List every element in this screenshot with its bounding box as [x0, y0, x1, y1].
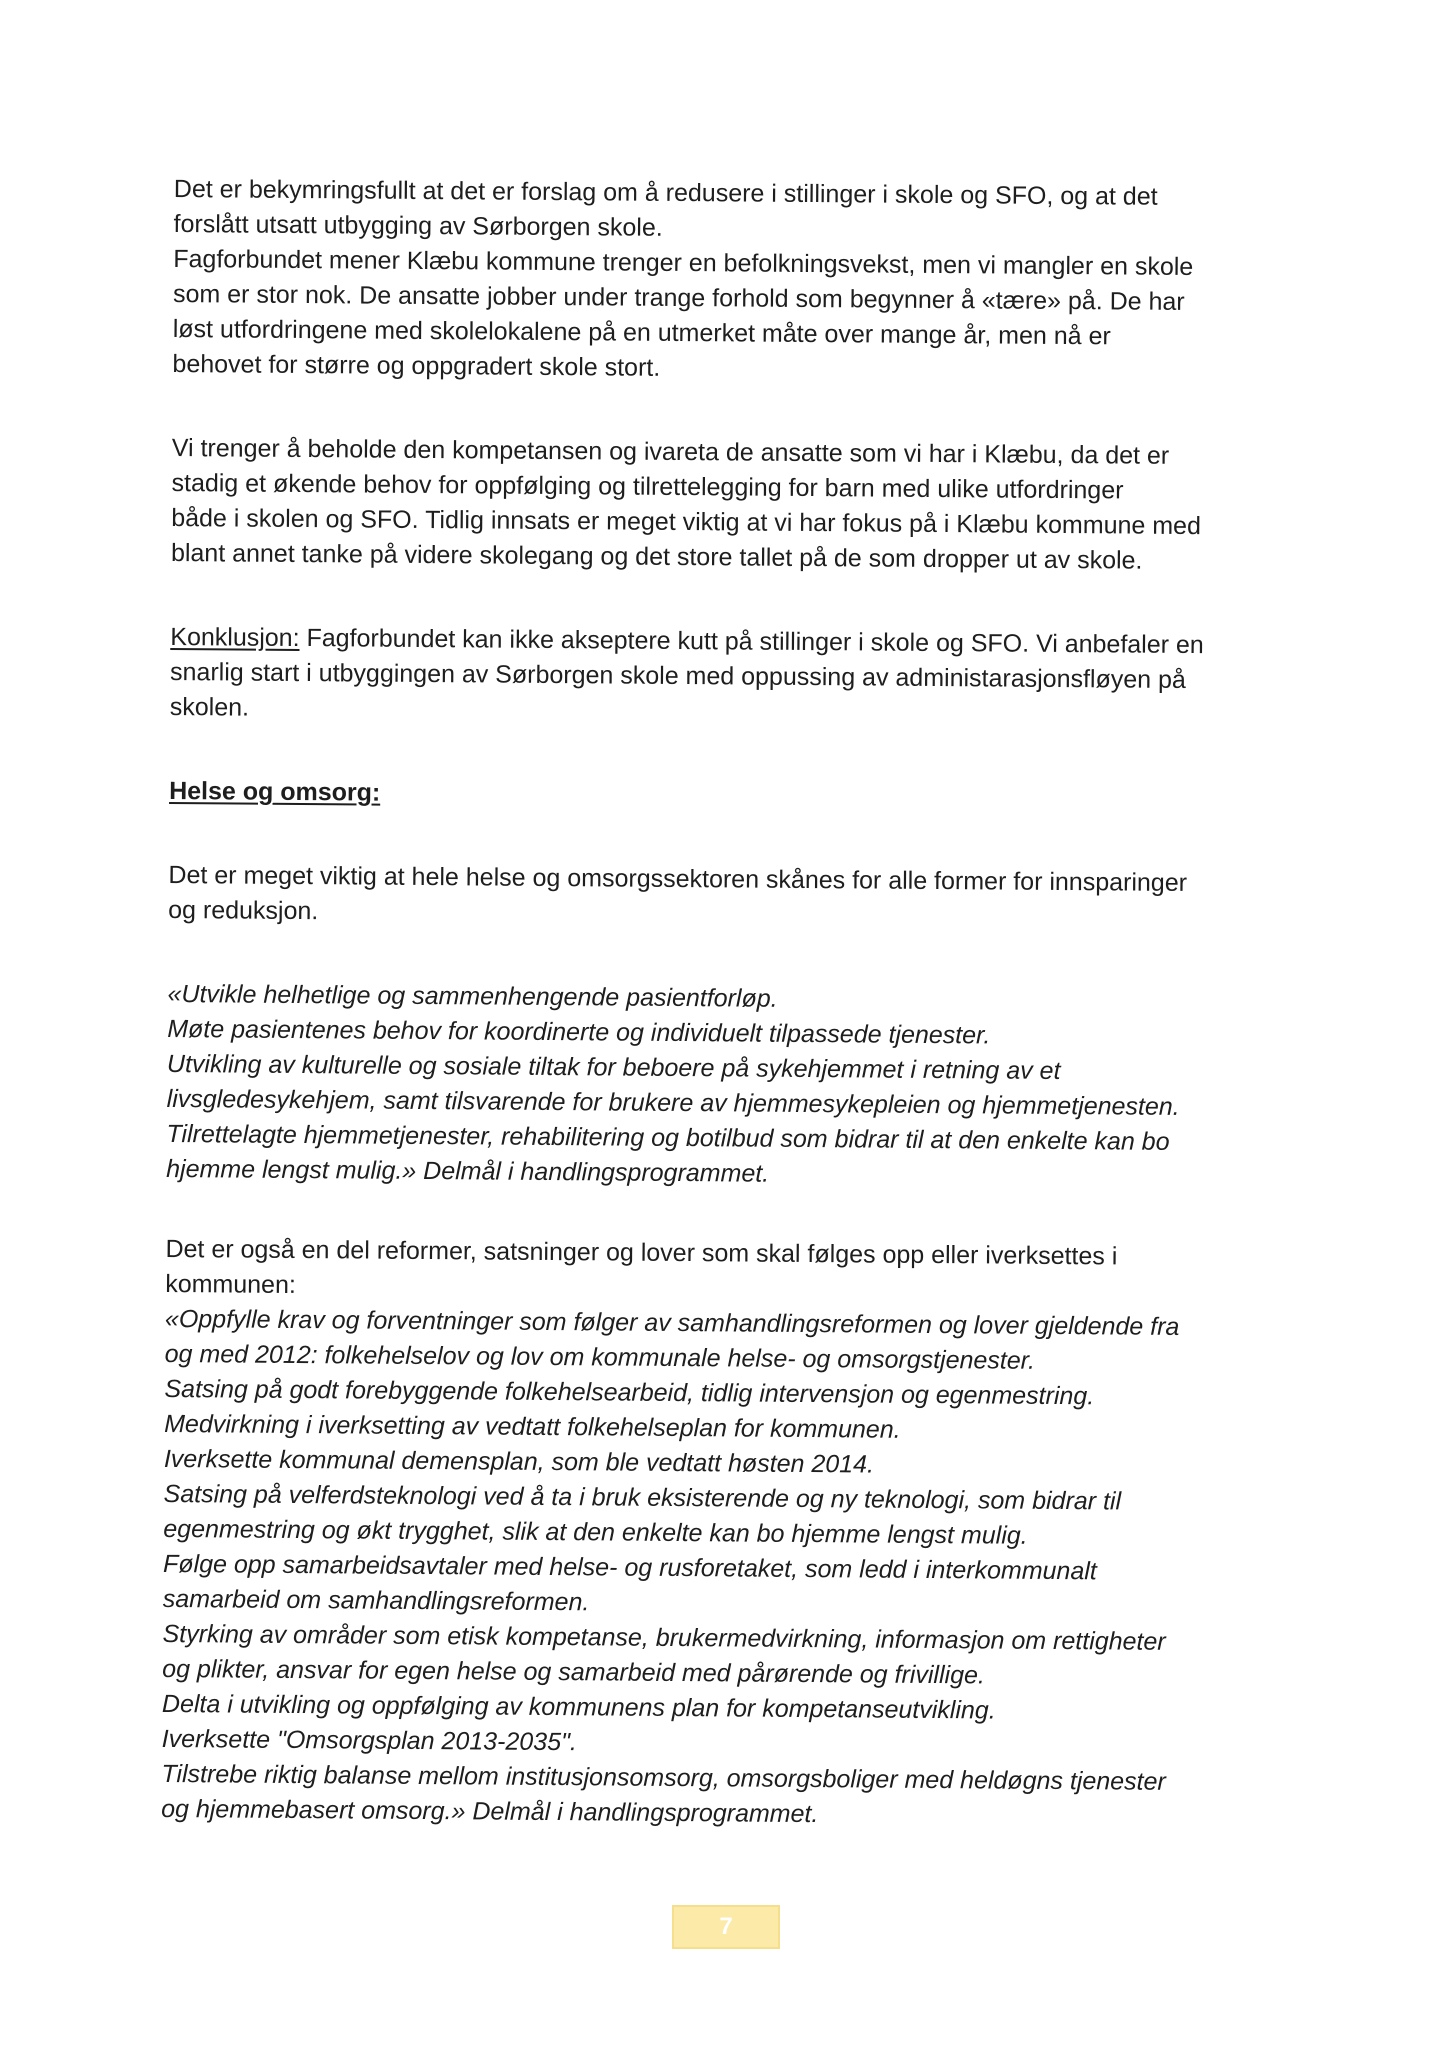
quote-line: Iverksette kommunal demensplan, som ble vedtatt høsten 2014. — [163, 1444, 875, 1479]
quote-line: Tilstrebe riktig balanse mellom institusjonsomsorg, omsorgsboliger med heldøgns tjenester — [161, 1759, 1166, 1796]
text-line: Det er også en del reformer, satsninger og lover som skal følges opp eller iverksettes i — [165, 1234, 1118, 1271]
spacer — [169, 725, 1279, 783]
paragraph-reforms — [165, 1232, 1276, 1311]
quote-line: egenmestring og økt trygghet, slik at den enkelte kan bo hjemme lengst mulig. — [163, 1514, 1028, 1550]
paragraph-school-concern — [172, 172, 1284, 391]
text-line: skolen. — [169, 692, 250, 722]
spacer — [168, 928, 1278, 986]
quote-line: Medvirkning i iverksetting av vedtatt folkehelseplan for kommunen. — [164, 1409, 901, 1444]
text-line: Det er bekymringsfullt at det er forslag om å redusere i stillinger i skole og SFO, og at det — [173, 174, 1158, 211]
quote-goals-1 — [166, 977, 1278, 1196]
quote-line: «Oppfylle krav og forventninger som følger av samhandlingsreformen og lover gjeldende fra — [164, 1304, 1180, 1341]
quote-line: Satsing på godt forebyggende folkehelsearbeid, tidlig intervensjon og egenmestring. — [164, 1374, 1095, 1411]
section-heading: Helse og omsorg: — [169, 776, 381, 807]
paragraph-conclusion — [170, 620, 1281, 734]
quote-line: Utvikling av kulturelle og sosiale tiltak for beboere på sykehjemmet i retning av et — [166, 1049, 1061, 1085]
text-line: forslått utsatt utbygging av Sørborgen skole. — [173, 209, 663, 242]
text-line: som er stor nok. De ansatte jobber under trange forhold som begynner å «tære» på. De har — [172, 279, 1185, 316]
text-line: Fagforbundet mener Klæbu kommune trenger en befolkningsvekst, men vi mangler en skole — [173, 244, 1194, 282]
quote-line: hjemme lengst mulig.» Delmål i handlingsprogrammet. — [166, 1154, 770, 1188]
quote-line: og plikter, ansvar for egen helse og samarbeid med pårørende og frivillige. — [162, 1654, 985, 1690]
quote-line: samarbeid om samhandlingsreformen. — [162, 1584, 590, 1617]
text-line: snarlig start i utbyggingen av Sørborgen skole med oppussing av administarasjonsfløyen på — [169, 657, 1186, 694]
conclusion-text: Fagforbundet kan ikke akseptere kutt på stillinger i skole og SFO. Vi anbefaler en — [299, 624, 1204, 660]
text-line: og reduksjon. — [168, 895, 319, 926]
quote-line: Iverksette "Omsorgsplan 2013-2035". — [161, 1724, 577, 1757]
conclusion-label: Konklusjon: — [170, 622, 300, 653]
quote-line: Følge opp samarbeidsavtaler med helse- og rusforetaket, som ledd i interkommunalt — [162, 1549, 1097, 1586]
text-line: stadig et økende behov for oppfølging og tilrettelegging for barn med ulike utfordringer — [171, 468, 1124, 505]
page-number: 7 — [672, 1905, 780, 1949]
quote-goals-2 — [161, 1302, 1275, 1836]
text-line: kommunen: — [165, 1269, 296, 1299]
quote-line: Styrking av områder som etisk kompetanse, brukermedvirkning, informasjon om rettigheter — [162, 1619, 1166, 1656]
text-line: behovet for større og oppgradert skole stort. — [172, 349, 661, 382]
spacer — [172, 382, 1282, 440]
quote-line: livsgledesykehjem, samt tilsvarende for brukere av hjemmesykepleien og hjemmetjenesten. — [166, 1084, 1180, 1121]
quote-line: Møte pasientenes behov for koordinerte og individuelt tilpassede tjenester. — [167, 1014, 991, 1050]
quote-line: og med 2012: folkehelselov og lov om kommunale helse- og omsorgstjenester. — [164, 1339, 1036, 1375]
text-line: blant annet tanke på videre skolegang og det store tallet på de som dropper ut av skole. — [170, 538, 1143, 575]
text-line: både i skolen og SFO. Tidlig innsats er meget viktig at vi har fokus på i Klæbu kommune med — [171, 503, 1202, 541]
quote-line: og hjemmebasert omsorg.» Delmål i handlingsprogrammet. — [161, 1794, 819, 1829]
spacer — [169, 809, 1279, 867]
text-line: Vi trenger å beholde den kompetansen og ivareta de ansatte som vi har i Klæbu, da det er — [171, 433, 1170, 470]
paragraph-competence — [171, 431, 1282, 580]
document-body — [161, 172, 1284, 1836]
spacer — [170, 571, 1280, 629]
text-line: løst utfordringene med skolelokalene på en utmerket måte over mange år, men nå er — [172, 314, 1111, 351]
quote-line: «Utvikle helhetlige og sammenhengende pasientforløp. — [167, 979, 778, 1013]
quote-line: Satsing på velferdsteknologi ved å ta i bruk eksisterende og ny teknologi, som bidrar til — [163, 1479, 1122, 1516]
quote-line: Delta i utvikling og oppfølging av kommunens plan for kompetanseutvikling. — [161, 1689, 996, 1725]
quote-line: Tilrettelagte hjemmetjenester, rehabilitering og botilbud som bidrar til at den enkelte kan bo — [166, 1119, 1170, 1156]
text-line: Det er meget viktig at hele helse og omsorgssektoren skånes for alle former for innsparinger — [168, 860, 1188, 897]
paragraph-health-sector — [168, 858, 1279, 937]
